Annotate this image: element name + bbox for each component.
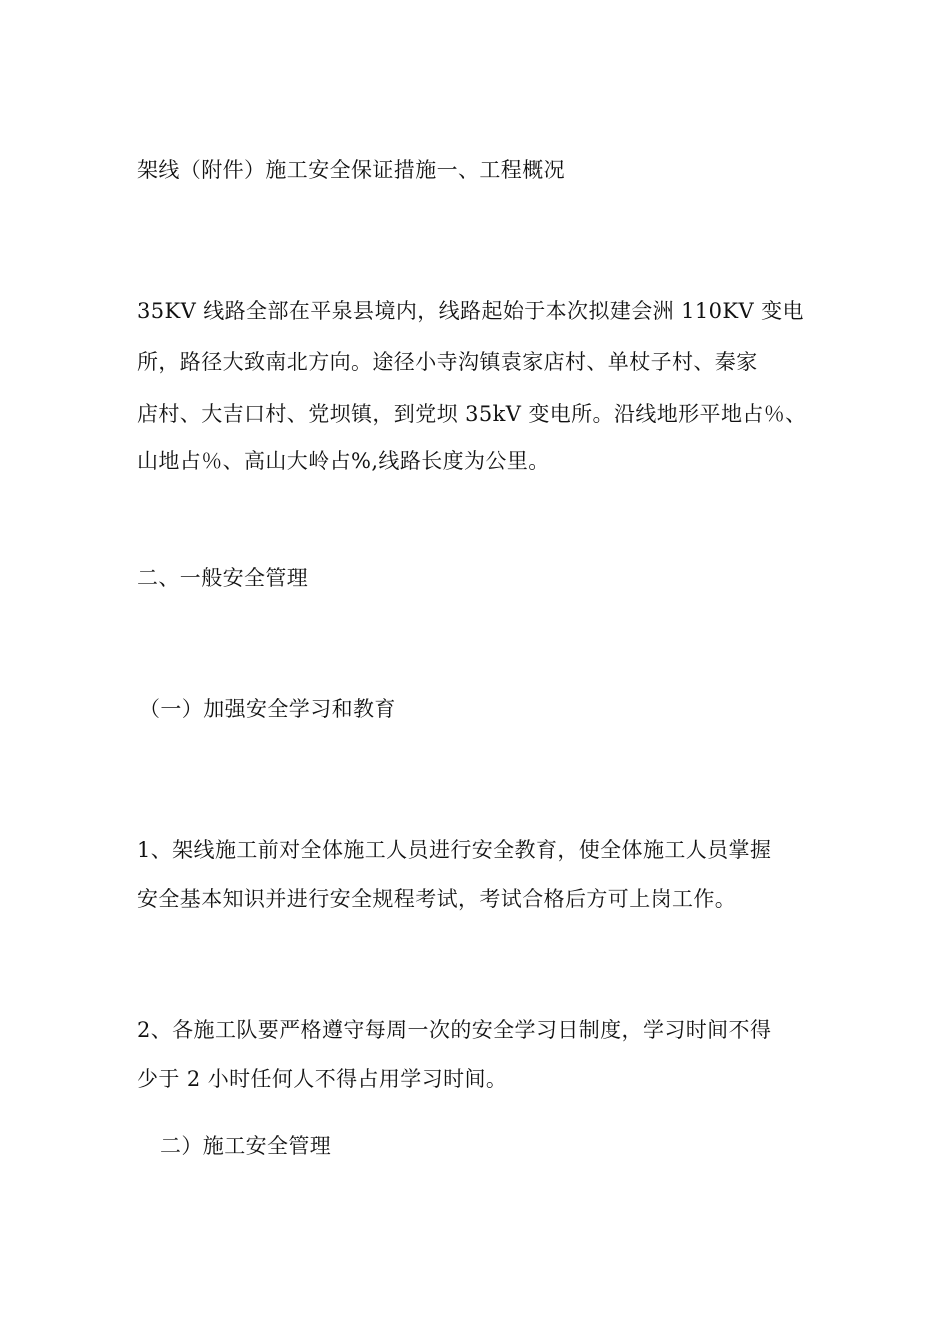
subsection-heading: （一）加强安全学习和教育: [139, 697, 396, 721]
paragraph-line: 2、各施工队要严格遵守每周一次的安全学习日制度，学习时间不得: [137, 1018, 772, 1042]
subsection-heading: 二）施工安全管理: [160, 1134, 332, 1158]
paragraph-line: 所，路径大致南北方向。途径小寺沟镇袁家店村、单杖子村、秦家: [137, 350, 758, 374]
paragraph-line: 35KV 线路全部在平泉县境内，线路起始于本次拟建会洲 110KV 变电: [137, 299, 804, 323]
paragraph-line: 安全基本知识并进行安全规程考试，考试合格后方可上岗工作。: [137, 887, 737, 911]
paragraph-line: 店村、大吉口村、党坝镇，到党坝 35kV 变电所。沿线地形平地占％、: [137, 402, 807, 426]
paragraph-line: 1、架线施工前对全体施工人员进行安全教育，使全体施工人员掌握: [137, 838, 772, 862]
document-title: 架线（附件）施工安全保证措施一、工程概况: [137, 158, 565, 182]
paragraph-line: 少于 2 小时任何人不得占用学习时间。: [137, 1067, 508, 1091]
paragraph-line: 山地占％、高山大岭占%,线路长度为公里。: [137, 449, 550, 473]
section-heading: 二、一般安全管理: [137, 566, 309, 590]
